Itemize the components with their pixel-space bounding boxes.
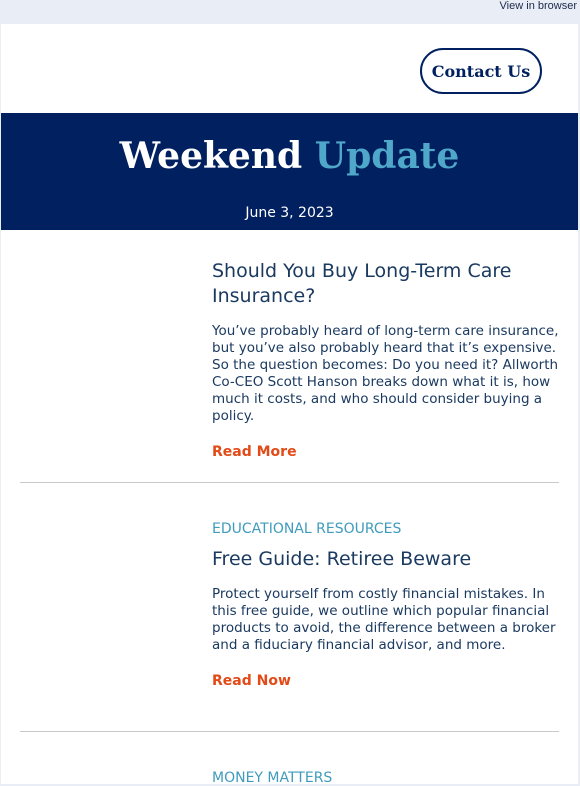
read-more-link[interactable]: Read More	[212, 444, 297, 460]
banner-title	[1, 135, 578, 177]
banner-date: June 3, 2023	[245, 205, 334, 221]
article-long-term-care	[1, 230, 578, 482]
banner-title-word-2: Update	[314, 135, 460, 177]
top-bar	[0, 0, 580, 24]
weekend-update-banner	[1, 113, 578, 230]
view-in-browser-link[interactable]: View in browser	[499, 0, 577, 12]
banner-title-word-1: Weekend	[119, 135, 303, 177]
read-now-link[interactable]: Read Now	[212, 673, 291, 689]
article-body: You’ve probably heard of long-term care insurance, but you’ve also probably heard that it’s expensive. So the question becomes: Do you need it? Allworth Co-CEO Scott Hanson breaks down what it is, how much it costs, and who should consider buying a policy.	[212, 323, 559, 424]
article-body: Protect yourself from costly financial mistakes. In this free guide, we outline which popular financial products to avoid, the difference between a broker and a fiduciary financial advisor, and more.	[212, 586, 556, 653]
article-money-matters	[1, 732, 578, 786]
article-category: EDUCATIONAL RESOURCES	[212, 521, 402, 537]
article-retiree-beware	[1, 483, 578, 731]
email-card	[1, 24, 578, 784]
article-category: MONEY MATTERS	[212, 770, 333, 786]
email-header	[1, 24, 578, 113]
article-title[interactable]: Should You Buy Long-Term Care Insurance?	[212, 260, 512, 307]
article-title[interactable]: Free Guide: Retiree Beware	[212, 548, 472, 570]
contact-us-button[interactable]: Contact Us	[420, 48, 542, 94]
